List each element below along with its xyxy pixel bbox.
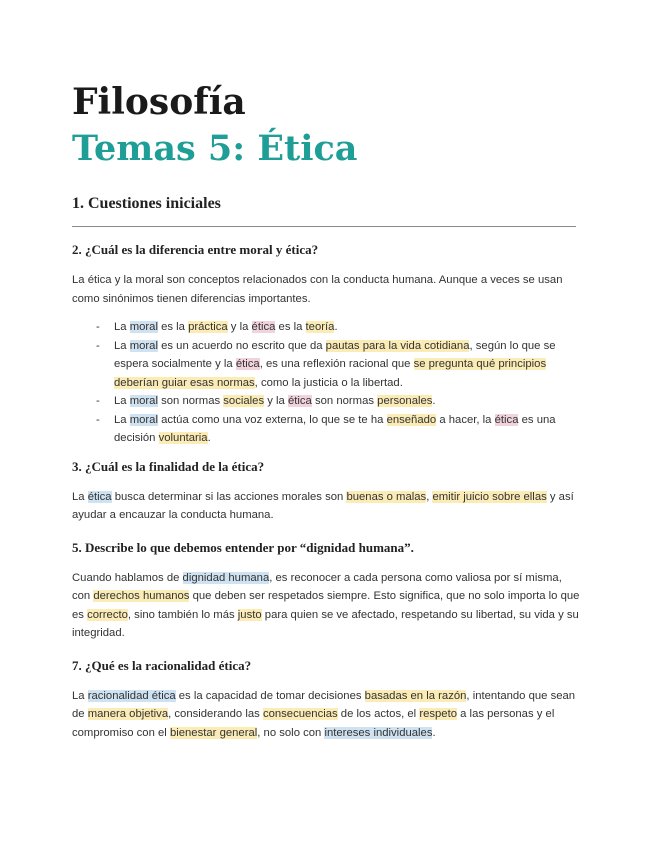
bullet-item: - La moral son normas sociales y la ética son normas personales. xyxy=(72,392,582,411)
highlight-yellow: basadas en la razón xyxy=(364,689,467,702)
dash-marker: - xyxy=(96,321,100,333)
highlight-yellow: derechos humanos xyxy=(93,590,190,602)
highlight-blue: racionalidad ética xyxy=(87,689,176,702)
highlight-blue: moral xyxy=(129,395,158,407)
highlight-yellow: voluntaria xyxy=(158,432,208,444)
highlight-blue: dignidad humana xyxy=(182,571,270,584)
highlight-yellow: pautas para la vida cotidiana xyxy=(325,339,470,352)
highlight-yellow: consecuencias xyxy=(262,708,338,720)
highlight-yellow: respeto xyxy=(419,708,457,720)
question-5-answer: Cuando hablamos de dignidad humana, es reconocer a cada persona como valiosa por sí misma, con derechos humanos que deben ser respetados siempre. Esto significa, que no solo importa lo que es correcto, sino también lo más justo para quien se ve afectado, respetando su libertad, su vida y su integridad. xyxy=(72,571,580,639)
bullet-item: - La moral es un acuerdo no escrito que da pautas para la vida cotidiana, según lo que se espera socialmente y la ética, es una reflexión racional que se pregunta qué principios deberían guiar esas normas, como la justicia o la libertad. xyxy=(72,337,582,393)
question-2-heading: 2. ¿Cuál es la diferencia entre moral y ética? xyxy=(72,242,319,257)
section-heading-cuestiones: 1. Cuestiones iniciales xyxy=(72,195,221,212)
question-7-heading: 7. ¿Qué es la racionalidad ética? xyxy=(72,657,252,673)
highlight-yellow: personales xyxy=(377,395,433,407)
question-5-heading: 5. Describe lo que debemos entender por “dignidad humana”. xyxy=(72,539,414,555)
highlight-yellow: enseñado xyxy=(386,413,437,426)
highlight-pink: ética xyxy=(251,321,276,333)
highlight-yellow: manera objetiva xyxy=(87,708,169,720)
dash-marker: - xyxy=(96,339,100,352)
highlight-blue: intereses individuales xyxy=(324,726,433,739)
highlight-yellow: emitir juicio sobre ellas xyxy=(432,490,547,503)
highlight-yellow: bienestar general xyxy=(169,726,258,739)
highlight-yellow: se pregunta qué principios deberían guiar esas normas xyxy=(114,358,547,389)
question-3-heading: 3. ¿Cuál es la finalidad de la ética? xyxy=(72,458,265,474)
highlight-yellow: sociales xyxy=(223,395,265,407)
horizontal-divider xyxy=(72,226,576,227)
question-7-answer: La racionalidad ética es la capacidad de tomar decisiones basadas en la razón, intentando que sean de manera objetiva, considerando las consecuencias de los actos, el respeto a las personas y el compromiso con el bienestar general, no solo con intereses individuales. xyxy=(72,689,576,739)
highlight-pink: ética xyxy=(287,395,312,407)
document-body xyxy=(72,241,582,756)
highlight-yellow: justo xyxy=(237,608,262,621)
bullet-item: - La moral es la práctica y la ética es la teoría. xyxy=(72,318,582,337)
highlight-yellow: correcto xyxy=(87,608,128,621)
question-2-bullet-list xyxy=(72,318,582,448)
document-subtitle: Temas 5: Ética xyxy=(72,128,358,169)
dash-marker: - xyxy=(96,413,100,426)
highlight-blue: moral xyxy=(129,321,158,333)
bullet-item: - La moral actúa como una voz externa, lo que se te ha enseñado a hacer, la ética es una decisión voluntaria. xyxy=(72,411,582,448)
highlight-pink: ética xyxy=(235,358,260,370)
question-3-answer: La ética busca determinar si las acciones morales son buenas o malas, emitir juicio sobre ellas y así ayudar a encauzar la conducta humana. xyxy=(72,490,574,521)
highlight-yellow: práctica xyxy=(188,321,228,333)
highlight-blue: ética xyxy=(87,490,112,503)
dash-marker: - xyxy=(96,395,100,407)
question-2-intro: La ética y la moral son conceptos relacionados con la conducta humana. Aunque a veces se usan como sinónimos tienen diferencias importantes. xyxy=(72,274,563,305)
highlight-blue: moral xyxy=(129,413,158,426)
document-title: Filosofía xyxy=(72,81,246,123)
highlight-yellow: buenas o malas xyxy=(346,490,427,503)
highlight-blue: moral xyxy=(129,339,158,352)
highlight-yellow: teoría xyxy=(305,321,335,333)
highlight-pink: ética xyxy=(494,413,519,426)
